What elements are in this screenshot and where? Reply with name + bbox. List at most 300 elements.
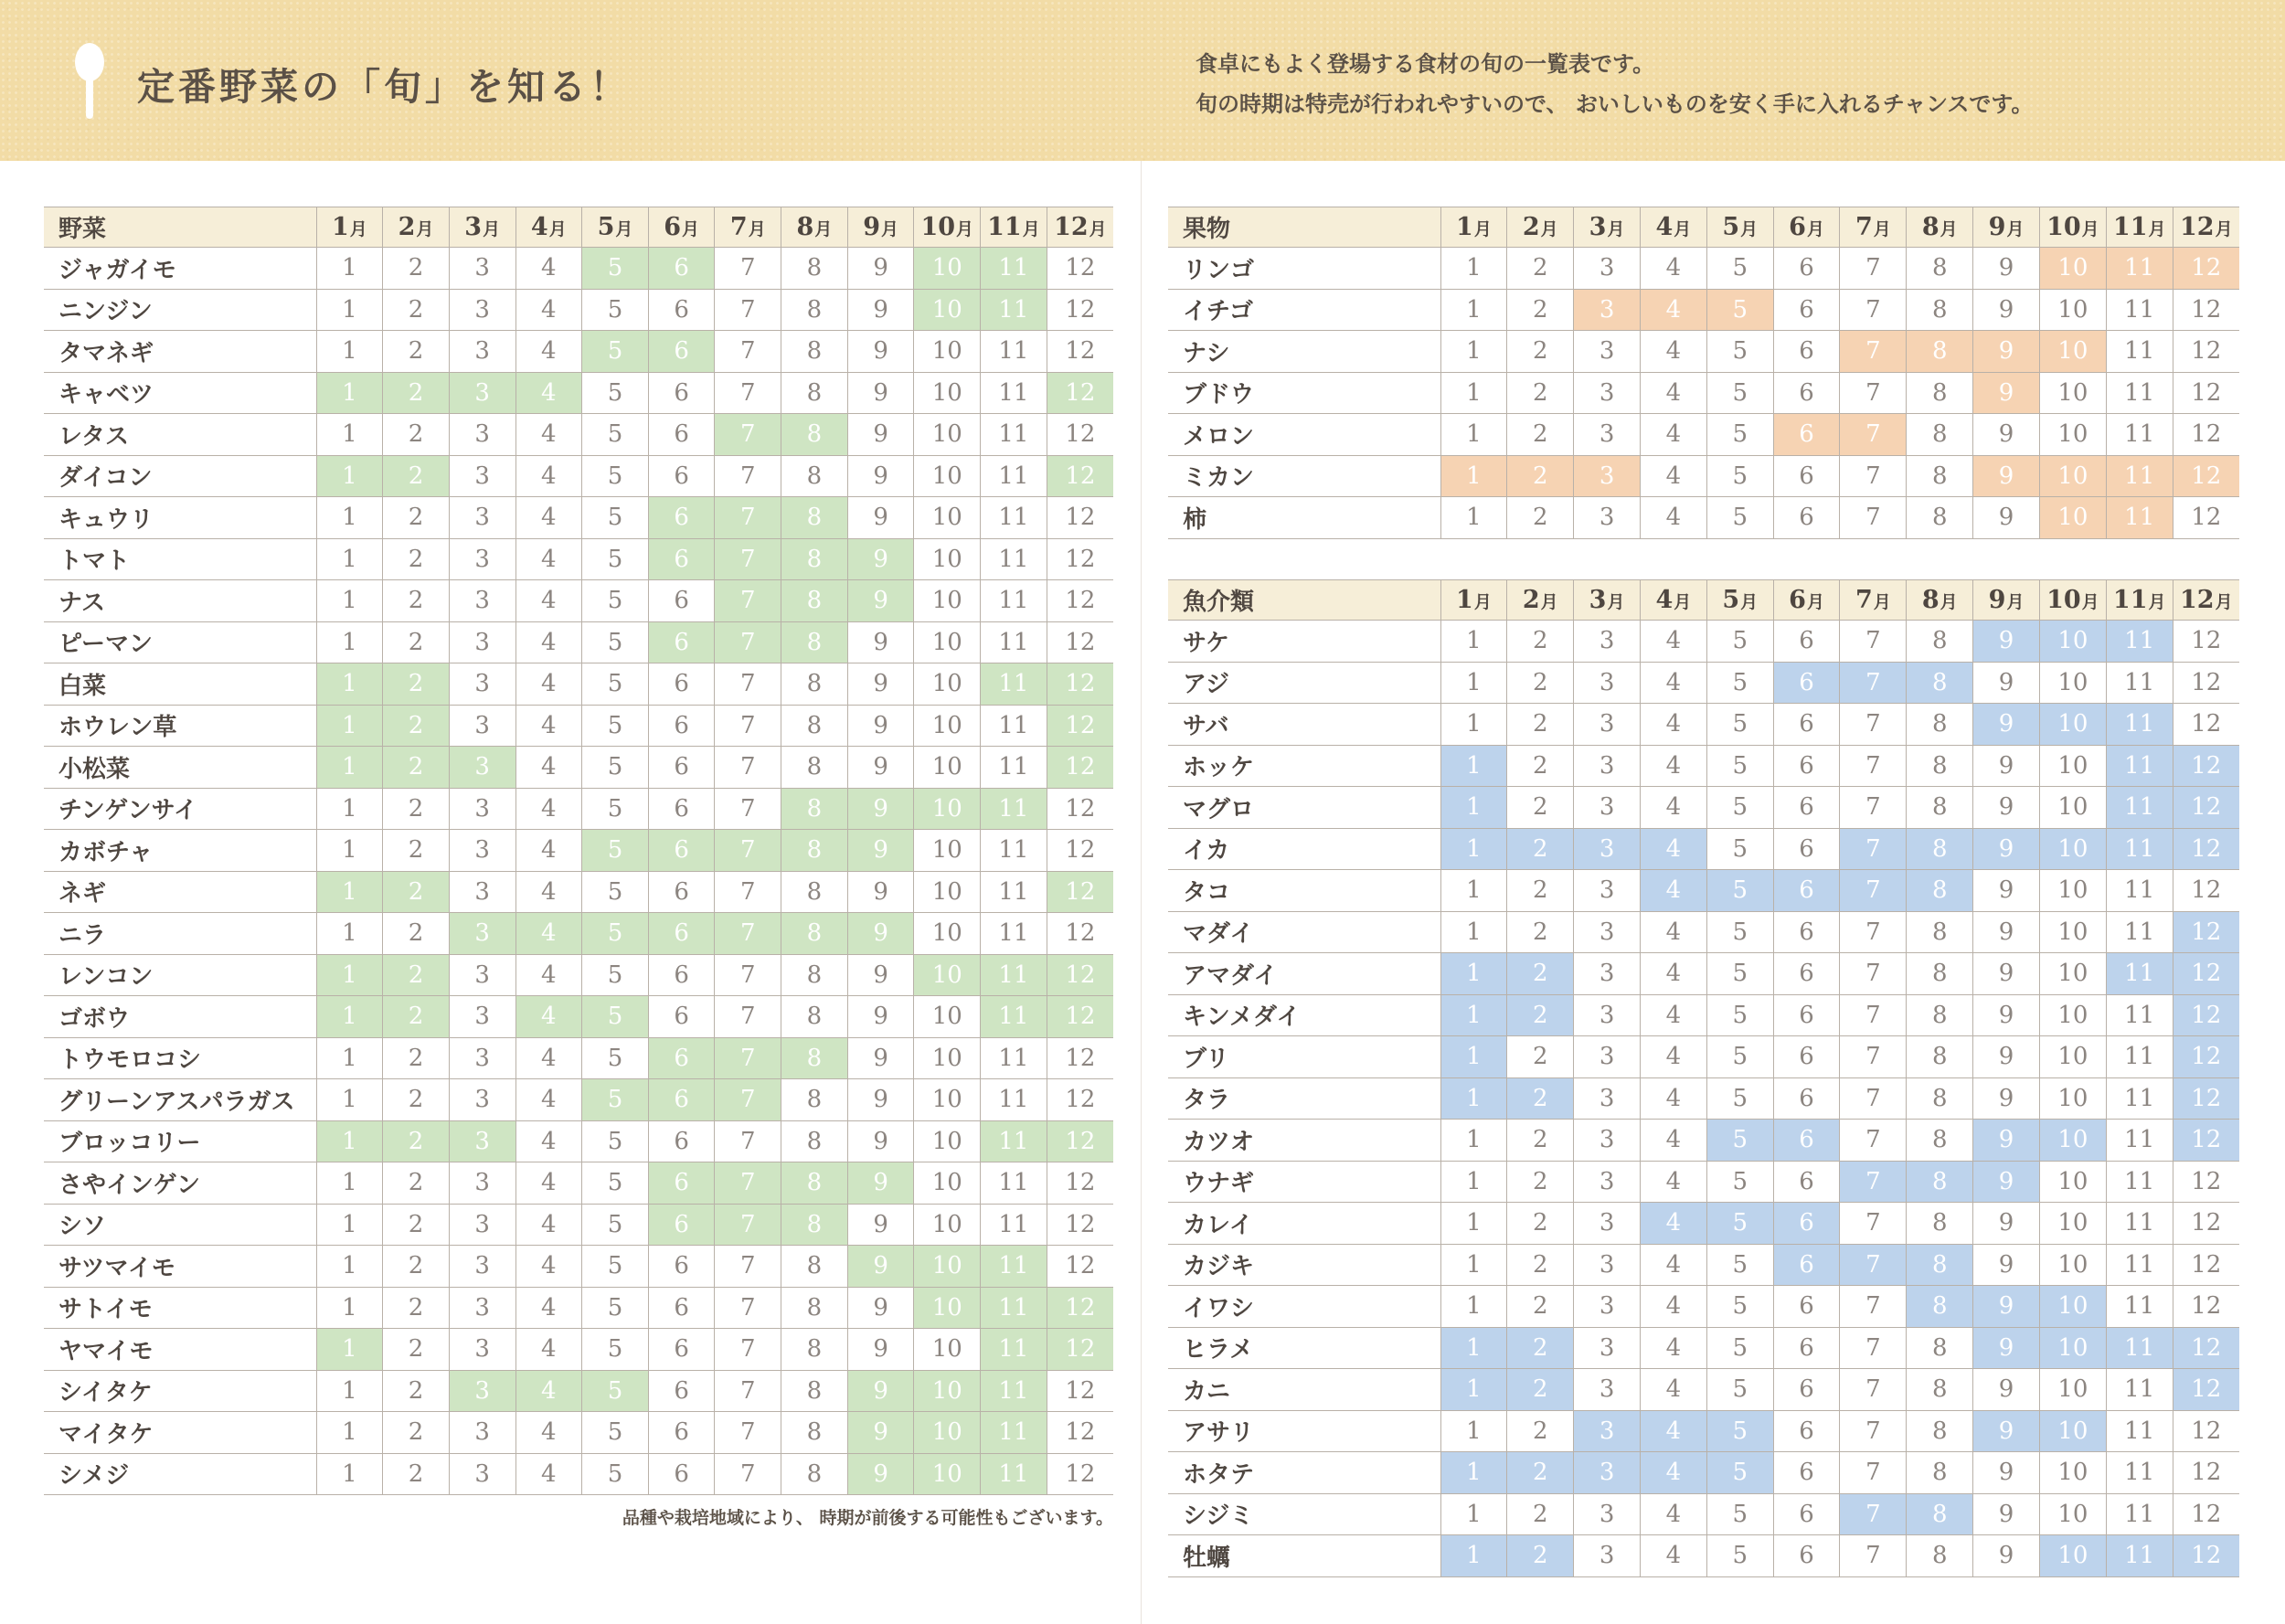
- month-cell: 11: [2106, 1493, 2173, 1535]
- month-cell: 8: [1907, 704, 1973, 746]
- month-header: [2173, 207, 2239, 248]
- month-cell-in-season: 10: [914, 1412, 981, 1454]
- month-number: 3: [1589, 586, 1607, 614]
- month-cell: 7: [715, 1412, 781, 1454]
- month-cell: 3: [449, 663, 515, 706]
- month-cell-in-season: 8: [781, 621, 848, 663]
- month-cell-in-season: 7: [1840, 414, 1907, 456]
- month-suffix: 月: [1940, 592, 1958, 612]
- month-cell: 7: [1840, 953, 1907, 995]
- month-cell-in-season: 4: [1641, 1203, 1707, 1245]
- month-cell: 5: [582, 289, 649, 331]
- month-cell: 9: [847, 747, 914, 789]
- month-number: 11: [987, 213, 1022, 241]
- month-cell: 3: [1574, 331, 1641, 373]
- month-cell: 5: [582, 497, 649, 539]
- month-cell: 11: [981, 830, 1047, 872]
- month-suffix: 月: [483, 219, 501, 239]
- month-cell: 5: [582, 538, 649, 580]
- month-cell: 8: [1907, 621, 1973, 663]
- item-name: ジャガイモ: [44, 248, 316, 290]
- month-cell-in-season: 4: [515, 913, 582, 955]
- month-cell: 10: [914, 414, 981, 456]
- month-cell: 8: [1907, 1535, 1973, 1577]
- month-cell: 10: [914, 1329, 981, 1371]
- month-cell-in-season: 1: [316, 954, 383, 996]
- month-cell: 3: [449, 248, 515, 290]
- month-cell: 7: [715, 705, 781, 747]
- month-suffix: 月: [748, 219, 766, 239]
- month-cell-in-season: 10: [2039, 621, 2106, 663]
- month-cell: 3: [449, 289, 515, 331]
- month-cell: 10: [914, 913, 981, 955]
- month-cell-in-season: 6: [648, 1204, 715, 1246]
- month-cell: 4: [1641, 994, 1707, 1036]
- table-row: [1168, 953, 2239, 995]
- month-cell: 8: [781, 1287, 848, 1329]
- month-cell: 4: [515, 1120, 582, 1162]
- month-suffix: 月: [1873, 592, 1891, 612]
- month-cell-in-season: 8: [781, 538, 848, 580]
- month-cell: 10: [914, 580, 981, 622]
- month-suffix: 月: [814, 219, 833, 239]
- item-name: サケ: [1168, 621, 1440, 663]
- month-number: 4: [1655, 213, 1674, 241]
- month-cell: 1: [316, 248, 383, 290]
- month-cell: 10: [2039, 745, 2106, 787]
- page-divider: [1141, 161, 1142, 1624]
- month-cell: 12: [1047, 1370, 1113, 1412]
- month-cell: 12: [1047, 497, 1113, 539]
- month-cell-in-season: 6: [1773, 1244, 1840, 1286]
- month-cell-in-season: 11: [2106, 1327, 2173, 1369]
- month-cell: 4: [515, 788, 582, 830]
- month-cell: 11: [2106, 1161, 2173, 1203]
- month-cell: 5: [1706, 1535, 1773, 1577]
- month-cell: 4: [515, 954, 582, 996]
- month-cell: 9: [1973, 1535, 2040, 1577]
- month-cell: 7: [1840, 1120, 1907, 1162]
- month-cell-in-season: 12: [1047, 871, 1113, 913]
- month-cell: 2: [383, 1370, 450, 1412]
- month-cell: 4: [515, 621, 582, 663]
- month-cell-in-season: 4: [515, 1370, 582, 1412]
- month-cell: 2: [1507, 1244, 1574, 1286]
- item-name: タマネギ: [44, 331, 316, 373]
- month-cell: 4: [515, 663, 582, 706]
- month-cell-in-season: 9: [1973, 828, 2040, 870]
- month-cell: 7: [1840, 1452, 1907, 1494]
- month-cell: 1: [316, 913, 383, 955]
- month-cell: 6: [1773, 621, 1840, 663]
- month-cell: 1: [1440, 911, 1507, 953]
- item-name: ニラ: [44, 913, 316, 955]
- month-cell: 5: [582, 1246, 649, 1288]
- month-cell-in-season: 10: [2039, 497, 2106, 539]
- month-cell-in-season: 2: [383, 996, 450, 1038]
- month-cell-in-season: 11: [981, 788, 1047, 830]
- month-cell: 12: [2173, 1452, 2239, 1494]
- month-cell: 11: [981, 705, 1047, 747]
- month-cell: 5: [582, 372, 649, 414]
- table-row: [44, 913, 1113, 955]
- month-cell: 12: [2173, 372, 2239, 414]
- month-cell: 1: [316, 1453, 383, 1495]
- month-header: [1574, 580, 1641, 621]
- month-cell: 2: [1507, 870, 1574, 912]
- month-cell: 9: [1973, 248, 2040, 290]
- item-name: カツオ: [1168, 1120, 1440, 1162]
- month-cell: 2: [383, 497, 450, 539]
- month-suffix: 月: [1607, 219, 1625, 239]
- month-cell: 7: [1840, 372, 1907, 414]
- month-cell: 8: [1907, 289, 1973, 331]
- month-cell: 1: [316, 580, 383, 622]
- table-row: [44, 871, 1113, 913]
- item-name: ブロッコリー: [44, 1120, 316, 1162]
- month-cell-in-season: 6: [648, 248, 715, 290]
- month-cell: 11: [981, 1162, 1047, 1205]
- month-cell: 11: [981, 455, 1047, 497]
- month-cell: 6: [1773, 1369, 1840, 1411]
- month-cell: 9: [847, 621, 914, 663]
- category-header: 魚介類: [1168, 580, 1440, 621]
- month-cell: 1: [1440, 870, 1507, 912]
- month-cell-in-season: 2: [383, 871, 450, 913]
- table-row: [1168, 1410, 2239, 1452]
- month-cell: 11: [2106, 1036, 2173, 1078]
- month-cell: 2: [1507, 372, 1574, 414]
- month-cell-in-season: 12: [2173, 455, 2239, 497]
- month-cell: 4: [515, 331, 582, 373]
- month-cell: 11: [981, 1079, 1047, 1121]
- month-cell: 9: [1973, 414, 2040, 456]
- month-cell: 12: [2173, 870, 2239, 912]
- month-cell: 7: [1840, 787, 1907, 829]
- month-suffix: 月: [615, 219, 633, 239]
- month-cell-in-season: 11: [981, 663, 1047, 706]
- month-cell: 10: [2039, 1452, 2106, 1494]
- month-cell: 2: [383, 289, 450, 331]
- month-cell: 6: [648, 788, 715, 830]
- table-row: [44, 705, 1113, 747]
- month-cell: 2: [383, 621, 450, 663]
- month-cell: 12: [1047, 1246, 1113, 1288]
- month-cell-in-season: 4: [1641, 289, 1707, 331]
- month-cell: 2: [383, 1079, 450, 1121]
- month-cell: 2: [383, 1412, 450, 1454]
- month-cell-in-season: 3: [1574, 1452, 1641, 1494]
- month-cell: 5: [1706, 1493, 1773, 1535]
- month-cell-in-season: 11: [2106, 828, 2173, 870]
- month-cell: 4: [1641, 1120, 1707, 1162]
- month-cell-in-season: 12: [1047, 747, 1113, 789]
- table-row: [1168, 745, 2239, 787]
- month-cell-in-season: 11: [981, 954, 1047, 996]
- month-number: 7: [729, 213, 748, 241]
- month-number: 6: [1789, 586, 1806, 614]
- month-cell: 3: [1574, 1327, 1641, 1369]
- month-number: 7: [1855, 213, 1873, 241]
- month-cell: 5: [1706, 1244, 1773, 1286]
- table-row: [44, 621, 1113, 663]
- month-cell: 2: [1507, 289, 1574, 331]
- table-row: [44, 538, 1113, 580]
- month-cell: 12: [1047, 414, 1113, 456]
- month-header: [582, 207, 649, 248]
- month-cell-in-season: 10: [914, 248, 981, 290]
- table-row: [44, 1370, 1113, 1412]
- month-number: 4: [530, 213, 548, 241]
- month-cell: 4: [1641, 621, 1707, 663]
- month-cell: 8: [781, 1329, 848, 1371]
- month-cell: 1: [1440, 1244, 1507, 1286]
- table-row: [44, 414, 1113, 456]
- month-cell-in-season: 12: [2173, 953, 2239, 995]
- month-cell-in-season: 7: [715, 1037, 781, 1079]
- item-name: ミカン: [1168, 455, 1440, 497]
- month-cell: 8: [781, 455, 848, 497]
- month-cell: 3: [1574, 414, 1641, 456]
- month-cell: 6: [1773, 745, 1840, 787]
- month-cell-in-season: 4: [1641, 1410, 1707, 1452]
- month-cell: 6: [1773, 1410, 1840, 1452]
- month-cell: 4: [515, 248, 582, 290]
- month-suffix: 月: [682, 219, 700, 239]
- month-cell: 7: [1840, 1203, 1907, 1245]
- month-cell: 8: [781, 1246, 848, 1288]
- month-cell: 3: [1574, 870, 1641, 912]
- month-cell-in-season: 10: [914, 1246, 981, 1288]
- month-number: 11: [2112, 586, 2148, 614]
- table-row: [1168, 497, 2239, 539]
- month-cell-in-season: 6: [648, 331, 715, 373]
- item-name: ダイコン: [44, 455, 316, 497]
- month-cell-in-season: 12: [1047, 996, 1113, 1038]
- month-cell: 9: [847, 1287, 914, 1329]
- month-cell: 6: [1773, 953, 1840, 995]
- table-row: [44, 663, 1113, 706]
- month-cell-in-season: 1: [1440, 1452, 1507, 1494]
- month-cell: 11: [981, 1204, 1047, 1246]
- month-cell-in-season: 10: [2039, 1286, 2106, 1328]
- table-row: [1168, 828, 2239, 870]
- month-cell-in-season: 8: [781, 580, 848, 622]
- month-header: [1706, 207, 1773, 248]
- month-cell-in-season: 6: [648, 1037, 715, 1079]
- month-cell: 6: [1773, 994, 1840, 1036]
- month-cell: 2: [1507, 704, 1574, 746]
- month-cell: 2: [383, 913, 450, 955]
- month-cell: 11: [2106, 414, 2173, 456]
- table-row: [1168, 911, 2239, 953]
- item-name: ホウレン草: [44, 705, 316, 747]
- month-cell: 9: [1973, 994, 2040, 1036]
- month-cell: 6: [1773, 289, 1840, 331]
- month-cell-in-season: 9: [847, 1162, 914, 1205]
- month-cell: 11: [2106, 1077, 2173, 1120]
- month-cell: 3: [1574, 372, 1641, 414]
- month-cell: 3: [449, 1329, 515, 1371]
- month-cell-in-season: 1: [1440, 745, 1507, 787]
- month-cell: 5: [582, 1037, 649, 1079]
- month-cell: 8: [1907, 1327, 1973, 1369]
- month-cell-in-season: 10: [914, 1287, 981, 1329]
- month-cell: 6: [1773, 787, 1840, 829]
- month-cell: 3: [1574, 1203, 1641, 1245]
- month-cell-in-season: 2: [1507, 953, 1574, 995]
- month-header: [1773, 207, 1840, 248]
- month-cell-in-season: 9: [847, 913, 914, 955]
- month-suffix: 月: [1740, 592, 1759, 612]
- item-name: ホッケ: [1168, 745, 1440, 787]
- month-cell-in-season: 4: [515, 372, 582, 414]
- month-suffix: 月: [1674, 592, 1692, 612]
- month-cell-in-season: 12: [1047, 1120, 1113, 1162]
- month-cell: 1: [1440, 331, 1507, 373]
- table-row: [1168, 1244, 2239, 1286]
- month-cell: 12: [1047, 1037, 1113, 1079]
- month-cell: 2: [1507, 787, 1574, 829]
- month-cell: 5: [582, 1204, 649, 1246]
- month-cell-in-season: 6: [1773, 414, 1840, 456]
- month-cell: 6: [1773, 497, 1840, 539]
- month-cell: 4: [1641, 745, 1707, 787]
- month-cell: 5: [1706, 1036, 1773, 1078]
- table-row: [44, 954, 1113, 996]
- month-cell: 7: [1840, 248, 1907, 290]
- month-cell: 3: [449, 538, 515, 580]
- month-cell-in-season: 4: [1641, 870, 1707, 912]
- month-number: 3: [1589, 213, 1607, 241]
- month-cell: 2: [1507, 497, 1574, 539]
- month-cell: 9: [1973, 662, 2040, 704]
- month-cell: 10: [914, 871, 981, 913]
- month-header: [316, 207, 383, 248]
- month-cell: 12: [2173, 1286, 2239, 1328]
- month-cell: 3: [1574, 911, 1641, 953]
- month-cell-in-season: 5: [582, 1370, 649, 1412]
- month-cell: 4: [515, 455, 582, 497]
- item-name: ブリ: [1168, 1036, 1440, 1078]
- month-cell: 6: [648, 1329, 715, 1371]
- month-cell-in-season: 12: [1047, 372, 1113, 414]
- month-header: [1907, 207, 1973, 248]
- table-row: [1168, 455, 2239, 497]
- month-cell: 9: [847, 1120, 914, 1162]
- month-cell: 11: [2106, 1410, 2173, 1452]
- month-cell-in-season: 5: [582, 1079, 649, 1121]
- month-cell-in-season: 12: [1047, 705, 1113, 747]
- month-cell: 4: [1641, 455, 1707, 497]
- month-cell: 7: [1840, 704, 1907, 746]
- month-cell-in-season: 2: [1507, 1452, 1574, 1494]
- month-cell: 3: [449, 788, 515, 830]
- category-header: 果物: [1168, 207, 1440, 248]
- month-header: [2039, 207, 2106, 248]
- month-suffix: 月: [956, 219, 974, 239]
- table-row: [1168, 1327, 2239, 1369]
- intro-text: [1196, 44, 2034, 124]
- month-cell: 5: [1706, 1286, 1773, 1328]
- month-cell-in-season: 11: [2106, 787, 2173, 829]
- month-cell-in-season: 8: [781, 1162, 848, 1205]
- month-suffix: 月: [1740, 219, 1759, 239]
- month-cell: 2: [383, 1453, 450, 1495]
- month-cell-in-season: 7: [715, 830, 781, 872]
- month-cell-in-season: 11: [981, 248, 1047, 290]
- table-row: [1168, 621, 2239, 663]
- month-cell-in-season: 2: [1507, 994, 1574, 1036]
- month-cell-in-season: 10: [914, 788, 981, 830]
- month-cell: 6: [648, 1412, 715, 1454]
- month-cell-in-season: 3: [449, 747, 515, 789]
- month-cell-in-season: 10: [2039, 455, 2106, 497]
- month-cell: 10: [2039, 1203, 2106, 1245]
- item-name: トウモロコシ: [44, 1037, 316, 1079]
- month-cell: 12: [1047, 580, 1113, 622]
- month-cell: 5: [582, 705, 649, 747]
- item-name: シイタケ: [44, 1370, 316, 1412]
- month-cell: 1: [316, 1246, 383, 1288]
- table-row: [1168, 1161, 2239, 1203]
- item-name: アジ: [1168, 662, 1440, 704]
- item-name: 小松菜: [44, 747, 316, 789]
- month-cell: 4: [1641, 1077, 1707, 1120]
- month-cell: 1: [316, 1370, 383, 1412]
- item-name: ヤマイモ: [44, 1329, 316, 1371]
- month-cell: 3: [1574, 1120, 1641, 1162]
- month-cell: 7: [715, 996, 781, 1038]
- month-cell: 3: [449, 331, 515, 373]
- month-cell: 9: [1973, 1452, 2040, 1494]
- month-cell: 11: [2106, 1369, 2173, 1411]
- month-cell: 9: [1973, 1493, 2040, 1535]
- table-row: [44, 580, 1113, 622]
- month-cell-in-season: 11: [981, 1453, 1047, 1495]
- month-cell-in-season: 11: [2106, 1535, 2173, 1577]
- month-cell: 7: [715, 663, 781, 706]
- month-cell-in-season: 1: [316, 705, 383, 747]
- month-cell-in-season: 12: [2173, 1036, 2239, 1078]
- month-cell: 8: [781, 747, 848, 789]
- table-row: [1168, 414, 2239, 456]
- month-cell: 10: [914, 331, 981, 373]
- month-cell-in-season: 2: [1507, 455, 1574, 497]
- month-cell: 5: [582, 580, 649, 622]
- table-row: [44, 1204, 1113, 1246]
- header-row: [1168, 207, 2239, 248]
- month-cell: 8: [781, 705, 848, 747]
- month-cell: 4: [1641, 662, 1707, 704]
- month-suffix: 月: [1540, 219, 1558, 239]
- month-cell: 7: [715, 455, 781, 497]
- month-cell: 4: [515, 580, 582, 622]
- month-cell: 7: [1840, 455, 1907, 497]
- month-cell: 8: [1907, 1203, 1973, 1245]
- month-cell: 3: [1574, 497, 1641, 539]
- month-cell: 4: [515, 497, 582, 539]
- month-cell: 11: [2106, 994, 2173, 1036]
- table-row: [1168, 289, 2239, 331]
- month-header: [648, 207, 715, 248]
- month-cell-in-season: 8: [1907, 870, 1973, 912]
- month-cell: 3: [1574, 1036, 1641, 1078]
- month-cell: 4: [1641, 1161, 1707, 1203]
- page-title: 定番野菜の「旬」を知る！: [137, 65, 631, 109]
- month-cell: 5: [1706, 1327, 1773, 1369]
- month-cell: 9: [1973, 745, 2040, 787]
